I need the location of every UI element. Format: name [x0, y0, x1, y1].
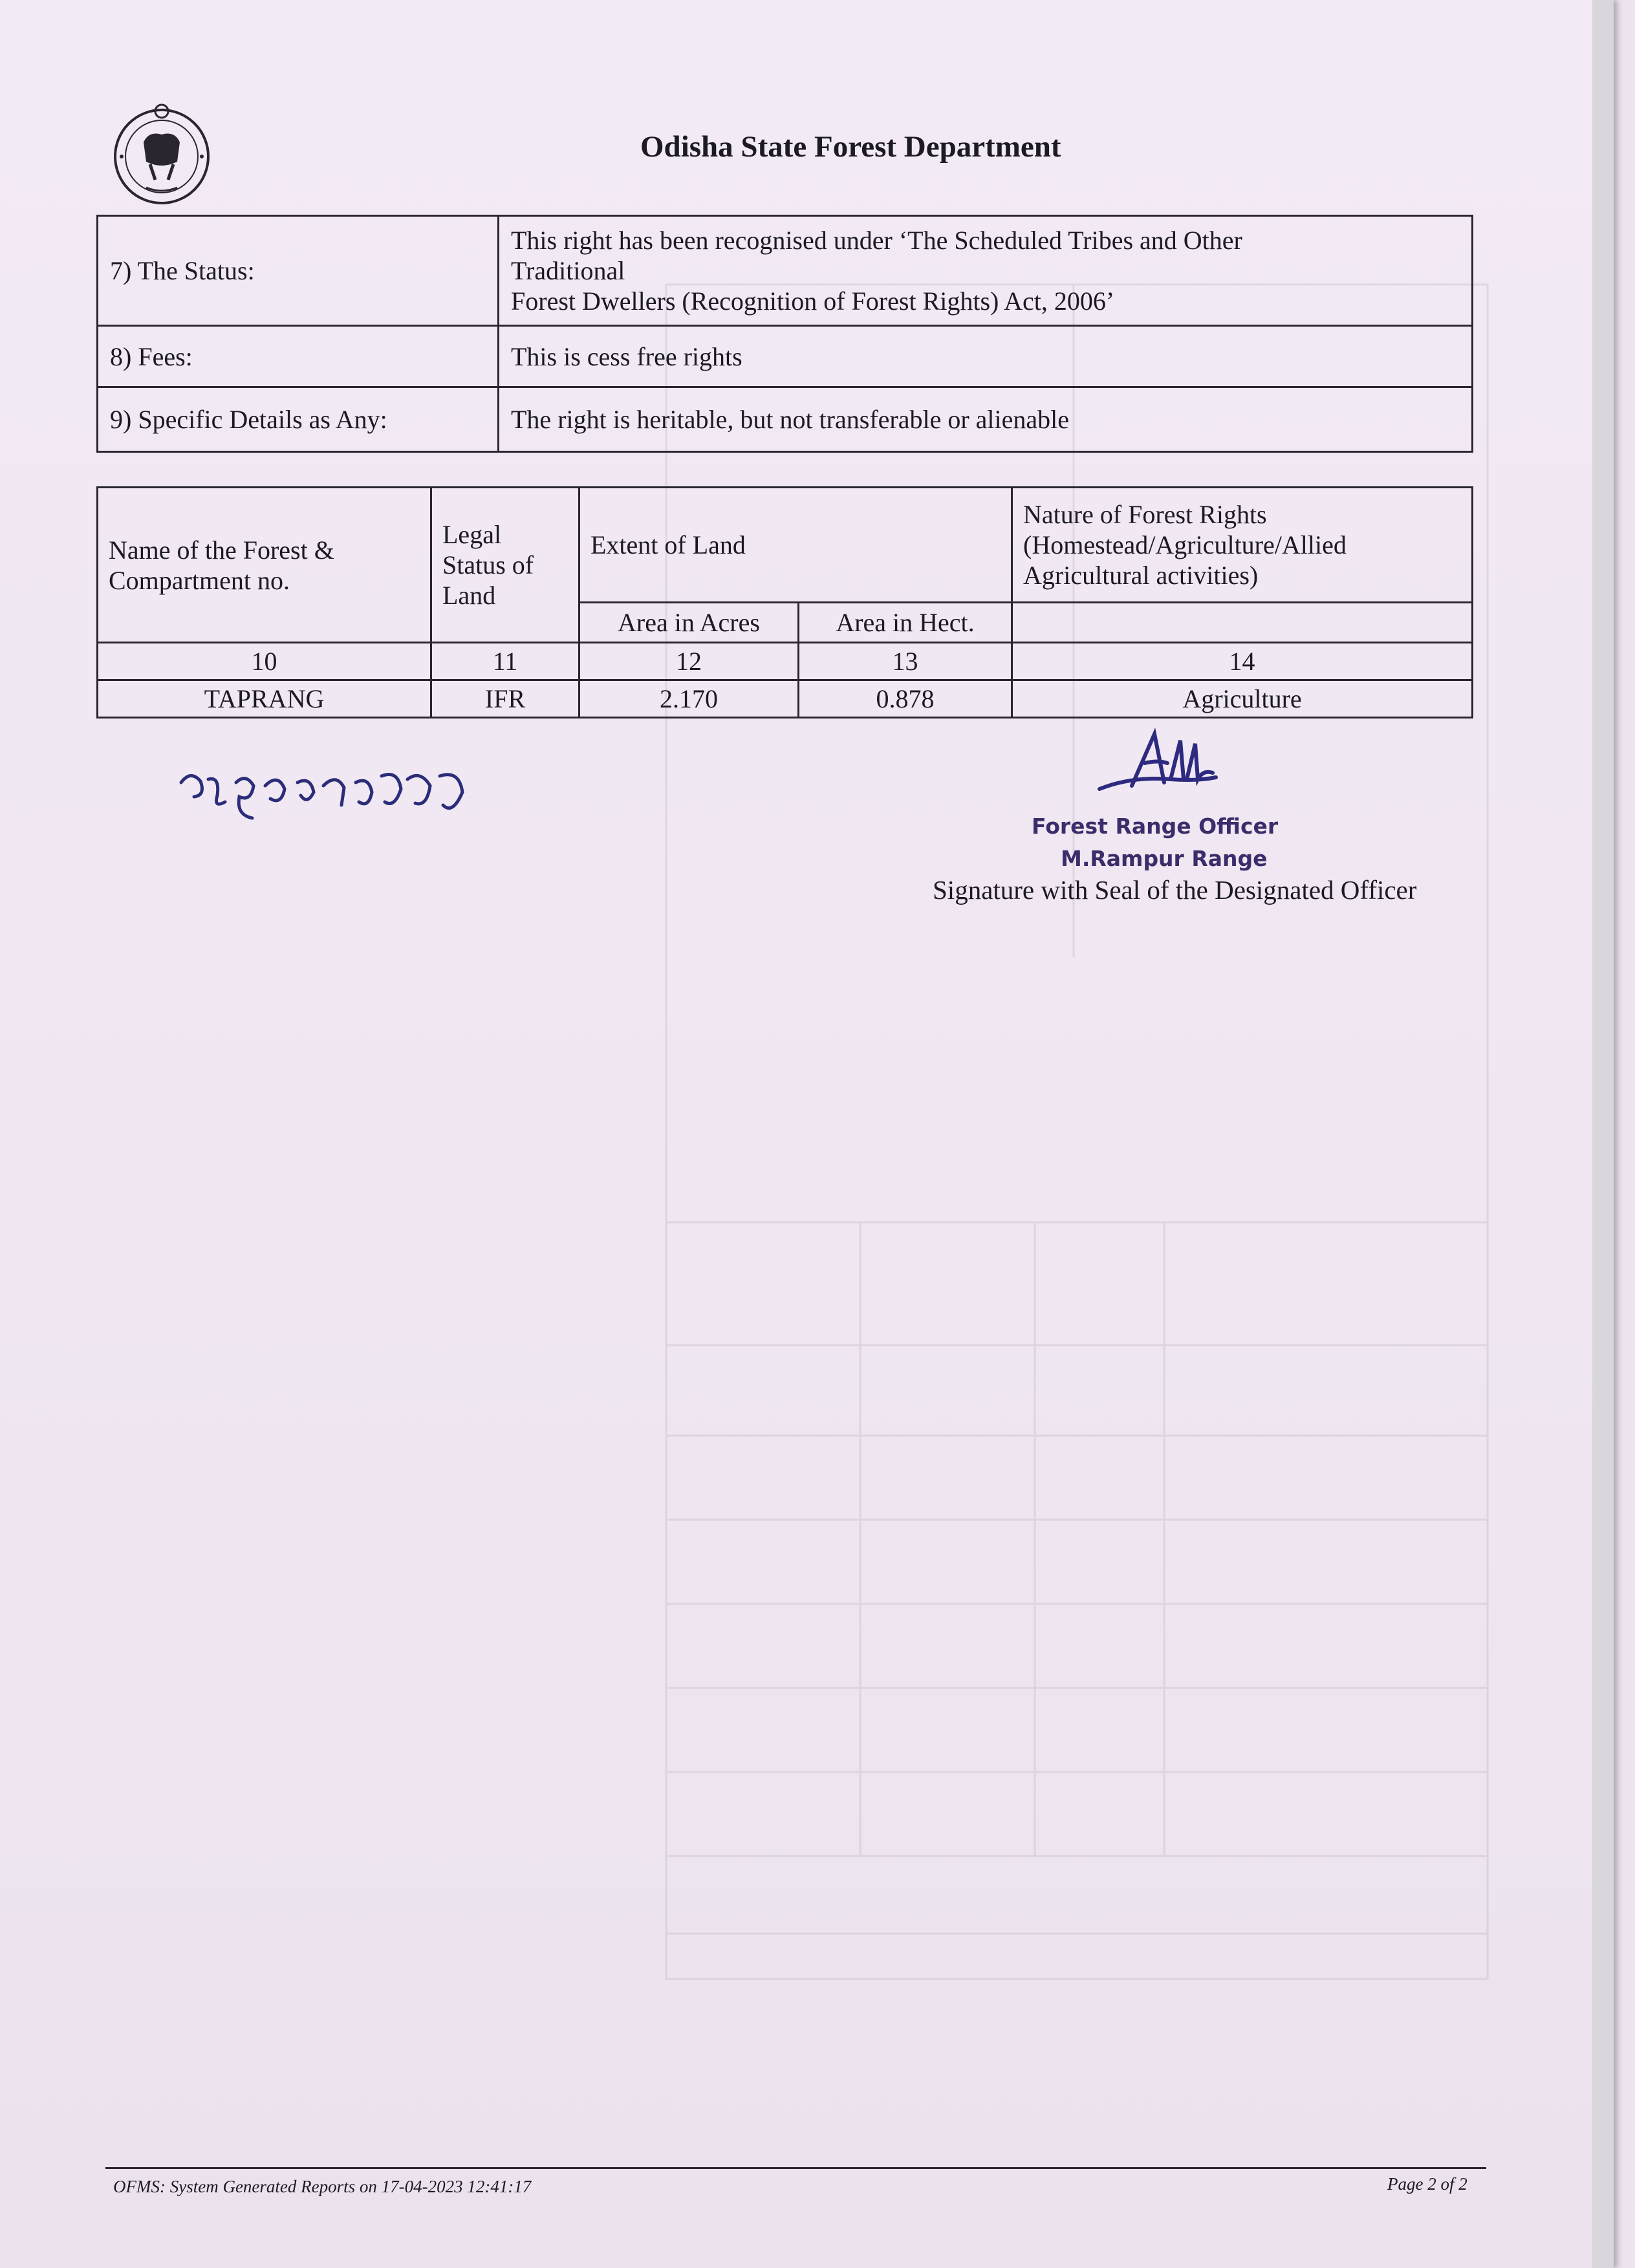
signature-caption: Signature with Seal of the Designated Officer — [933, 875, 1417, 905]
nature-of-rights-header — [1012, 488, 1473, 603]
page-number: Page 2 of 2 — [1387, 2174, 1467, 2194]
forest-name-cell: TAPRANG — [98, 680, 431, 718]
table-row — [98, 216, 1473, 326]
fees-value: This is cess free rights — [499, 326, 1473, 387]
nature-subheader-empty — [1012, 603, 1473, 643]
footer-generated-text: OFMS: System Generated Reports on 17-04-2023 12:41:17 — [113, 2177, 532, 2196]
officer-signature-scribble — [1093, 718, 1222, 805]
seal-officer-title: Forest Range Officer — [1032, 814, 1279, 839]
status-value — [499, 216, 1473, 326]
area-hect-cell: 0.878 — [799, 680, 1012, 718]
column-number: 13 — [799, 643, 1012, 680]
header-line: Land — [442, 581, 496, 610]
status-line: This right has been recognised under ‘The Scheduled Tribes and Other — [511, 226, 1242, 255]
handwritten-signature-left — [175, 757, 498, 828]
header-line: Nature of Forest Rights — [1023, 500, 1267, 529]
page-title: Odisha State Forest Department — [640, 130, 1061, 164]
seal-range-name: M.Rampur Range — [1061, 846, 1268, 871]
table-row — [98, 326, 1473, 387]
header-line: (Homestead/Agriculture/Allied — [1023, 530, 1347, 559]
table-row — [98, 680, 1473, 718]
rights-details-table — [96, 215, 1473, 453]
status-line: Forest Dwellers (Recognition of Forest Rights) Act, 2006’ — [511, 286, 1115, 316]
column-number: 12 — [579, 643, 799, 680]
specific-details-value: The right is heritable, but not transferable or alienable — [499, 387, 1473, 452]
column-number: 10 — [98, 643, 431, 680]
legal-status-cell: IFR — [431, 680, 579, 718]
area-hect-header: Area in Hect. — [799, 603, 1012, 643]
area-acres-cell: 2.170 — [579, 680, 799, 718]
column-number-row — [98, 643, 1473, 680]
odisha-govt-emblem-icon — [110, 97, 213, 210]
header-line: Legal — [442, 520, 502, 549]
extent-of-land-header: Extent of Land — [579, 488, 1012, 603]
header-line: Agricultural activities) — [1023, 561, 1259, 590]
fees-label: 8) Fees: — [98, 326, 499, 387]
nature-cell: Agriculture — [1012, 680, 1473, 718]
column-number: 14 — [1012, 643, 1473, 680]
legal-status-header — [431, 488, 579, 643]
land-details-table — [96, 486, 1473, 718]
footer-divider — [105, 2167, 1486, 2169]
forest-name-header — [98, 488, 431, 643]
page-edge — [1592, 0, 1614, 2268]
area-acres-header: Area in Acres — [579, 603, 799, 643]
specific-details-label: 9) Specific Details as Any: — [98, 387, 499, 452]
status-label: 7) The Status: — [98, 216, 499, 326]
column-number: 11 — [431, 643, 579, 680]
header-line: Name of the Forest & — [109, 535, 334, 565]
header-line: Status of — [442, 550, 534, 579]
table-row — [98, 387, 1473, 452]
status-line: Traditional — [511, 256, 625, 285]
table-header-row — [98, 488, 1473, 603]
header-line: Compartment no. — [109, 565, 290, 595]
